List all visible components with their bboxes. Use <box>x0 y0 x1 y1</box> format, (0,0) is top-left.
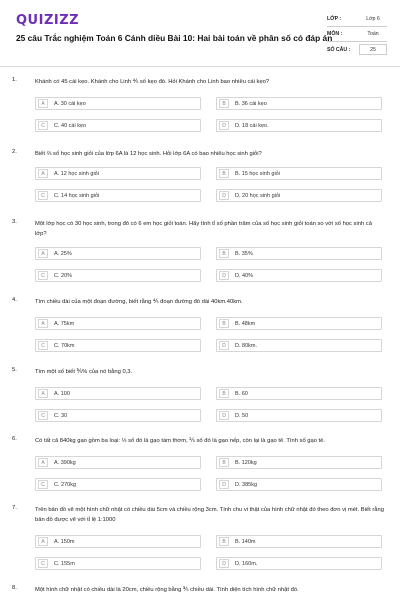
meta-value: 25 <box>359 44 387 55</box>
option-text: A. 150m <box>54 538 75 545</box>
question-number: 2. <box>12 149 17 155</box>
option-text: A. 75km <box>54 320 75 327</box>
option-a[interactable] <box>35 535 201 548</box>
option-d[interactable] <box>216 189 382 202</box>
option-letter: C <box>38 411 48 420</box>
option-b[interactable] <box>216 317 382 330</box>
header-divider <box>0 66 400 67</box>
option-letter: B <box>219 458 229 467</box>
option-text: B. 60 <box>235 390 248 397</box>
option-d[interactable] <box>216 478 382 491</box>
option-letter: B <box>219 169 229 178</box>
option-text: C. 270kg <box>54 481 77 488</box>
option-text: C. 70km <box>54 342 75 349</box>
option-c[interactable] <box>35 557 201 570</box>
option-letter: D <box>219 191 229 200</box>
option-letter: A <box>38 458 48 467</box>
meta-class-row <box>327 12 387 27</box>
option-b[interactable] <box>216 535 382 548</box>
option-text: A. 100 <box>54 390 70 397</box>
option-letter: A <box>38 537 48 546</box>
option-text: A. 390kg <box>54 459 76 466</box>
meta-value: Toán <box>367 30 379 37</box>
question-text: Biết ⅔ số học sinh giỏi của lớp 6A là 12 học sinh. Hỏi lớp 6A có bao nhiêu học sinh giỏi? <box>35 151 262 157</box>
option-text: A. 25% <box>54 250 72 257</box>
option-text: D. 50 <box>235 412 249 419</box>
option-text: B. 35% <box>235 250 253 257</box>
option-letter: A <box>38 389 48 398</box>
option-letter: C <box>38 271 48 280</box>
option-text: D. 40% <box>235 272 254 279</box>
option-text: A. 30 cái kẹo <box>54 100 86 107</box>
option-b[interactable] <box>216 97 382 110</box>
question-text: Trên bản đồ vẽ một hình chữ nhật có chiều dài 5cm và chiều rộng 3cm. Tính chu vi thật của hình chữ nhật đó theo đơn vị mét. Biết rằng bản đồ được vẽ với tỉ lệ 1:1000 <box>35 507 384 523</box>
option-text: D. 18 cái kẹo. <box>235 122 269 129</box>
option-text: A. 12 học sinh giỏi <box>54 170 99 177</box>
question-number: 5. <box>12 367 17 373</box>
option-letter: D <box>219 411 229 420</box>
question-number: 4. <box>12 297 17 303</box>
meta-subject-row <box>327 27 387 42</box>
option-text: D. 160m. <box>235 560 258 567</box>
option-letter: B <box>219 99 229 108</box>
option-text: C. 40 cái kẹo <box>54 122 87 129</box>
question-number: 3. <box>12 219 17 225</box>
option-text: B. 48km <box>235 320 256 327</box>
option-text: B. 36 cái kẹo <box>235 100 267 107</box>
option-letter: C <box>38 191 48 200</box>
option-a[interactable] <box>35 247 201 260</box>
question-number: 6. <box>12 436 17 442</box>
meta-value: Lớp 6 <box>366 15 380 22</box>
option-letter: B <box>219 389 229 398</box>
option-text: B. 120kg <box>235 459 257 466</box>
option-text: C. 14 học sinh giỏi <box>54 192 100 199</box>
option-a[interactable] <box>35 387 201 400</box>
option-letter: C <box>38 341 48 350</box>
option-c[interactable] <box>35 409 201 422</box>
option-letter: B <box>219 537 229 546</box>
quizizz-logo: QUIZIZZ <box>16 13 80 28</box>
question-text: Một lớp học có 30 học sinh, trong đó có 6 em học giỏi toán. Hãy tính tỉ số phần trăm của số học sinh giỏi toán so với số học sinh cả lớp? <box>35 221 372 237</box>
option-letter: A <box>38 169 48 178</box>
option-letter: A <box>38 319 48 328</box>
question-number: 8. <box>12 585 17 591</box>
option-c[interactable] <box>35 269 201 282</box>
meta-key: SỐ CÂU : <box>327 46 351 53</box>
option-text: D. 80km. <box>235 342 258 349</box>
meta-key: LỚP : <box>327 16 342 22</box>
question-text: Tìm chiều dài của một đoạn đường, biết rằng ⅘ đoạn đường đó dài 40km.40km. <box>35 299 243 305</box>
meta-count-row <box>327 42 387 57</box>
option-letter: D <box>219 121 229 130</box>
option-b[interactable] <box>216 387 382 400</box>
option-text: C. 155m <box>54 560 75 567</box>
option-c[interactable] <box>35 119 201 132</box>
option-c[interactable] <box>35 478 201 491</box>
meta-key: MÔN : <box>327 31 343 37</box>
option-d[interactable] <box>216 339 382 352</box>
question-number: 7. <box>12 505 17 511</box>
option-letter: C <box>38 121 48 130</box>
option-letter: D <box>219 271 229 280</box>
option-letter: A <box>38 249 48 258</box>
option-letter: B <box>219 249 229 258</box>
option-text: D. 385kg <box>235 481 258 488</box>
worksheet-title: 25 câu Trắc nghiệm Toán 6 Cánh diều Bài 10: Hai bài toán về phân số có đáp án <box>16 33 333 43</box>
option-c[interactable] <box>35 189 201 202</box>
worksheet-header <box>0 0 400 68</box>
option-b[interactable] <box>216 456 382 469</box>
question-text: Tìm một số biết ⅗% của nó bằng 0,3. <box>35 369 133 375</box>
question-text: Có tất cả 840kg gạo gồm ba loại: ⅓ số đó là gạo tám thơm, ⅖ số đó là gạo nếp, còn lại là gạo tẻ. Tính số gạo tẻ. <box>35 438 326 444</box>
option-b[interactable] <box>216 167 382 180</box>
question-number: 1. <box>12 77 17 83</box>
option-d[interactable] <box>216 269 382 282</box>
option-b[interactable] <box>216 247 382 260</box>
option-text: C. 30 <box>54 412 68 419</box>
option-a[interactable] <box>35 456 201 469</box>
option-d[interactable] <box>216 409 382 422</box>
option-text: B. 140m <box>235 538 256 545</box>
question-text: Khánh có 45 cái kẹo. Khánh cho Linh ⅘ số kẹo đó. Hỏi Khánh cho Linh bao nhiêu cái kẹo? <box>35 79 270 85</box>
option-letter: D <box>219 341 229 350</box>
option-letter: B <box>219 319 229 328</box>
option-letter: C <box>38 559 48 568</box>
option-a[interactable] <box>35 97 201 110</box>
option-letter: C <box>38 480 48 489</box>
option-c[interactable] <box>35 339 201 352</box>
option-a[interactable] <box>35 317 201 330</box>
option-text: D. 20 học sinh giỏi <box>235 192 281 199</box>
option-letter: D <box>219 559 229 568</box>
worksheet-meta <box>327 12 387 57</box>
option-letter: A <box>38 99 48 108</box>
option-d[interactable] <box>216 557 382 570</box>
option-text: B. 15 học sinh giỏi <box>235 170 280 177</box>
option-a[interactable] <box>35 167 201 180</box>
option-text: C. 20% <box>54 272 73 279</box>
option-letter: D <box>219 480 229 489</box>
question-text: Một hình chữ nhật có chiều dài là 20cm, chiều rộng bằng ⅗ chiều dài. Tính diện tích hình chữ nhật đó. <box>35 587 299 593</box>
option-d[interactable] <box>216 119 382 132</box>
